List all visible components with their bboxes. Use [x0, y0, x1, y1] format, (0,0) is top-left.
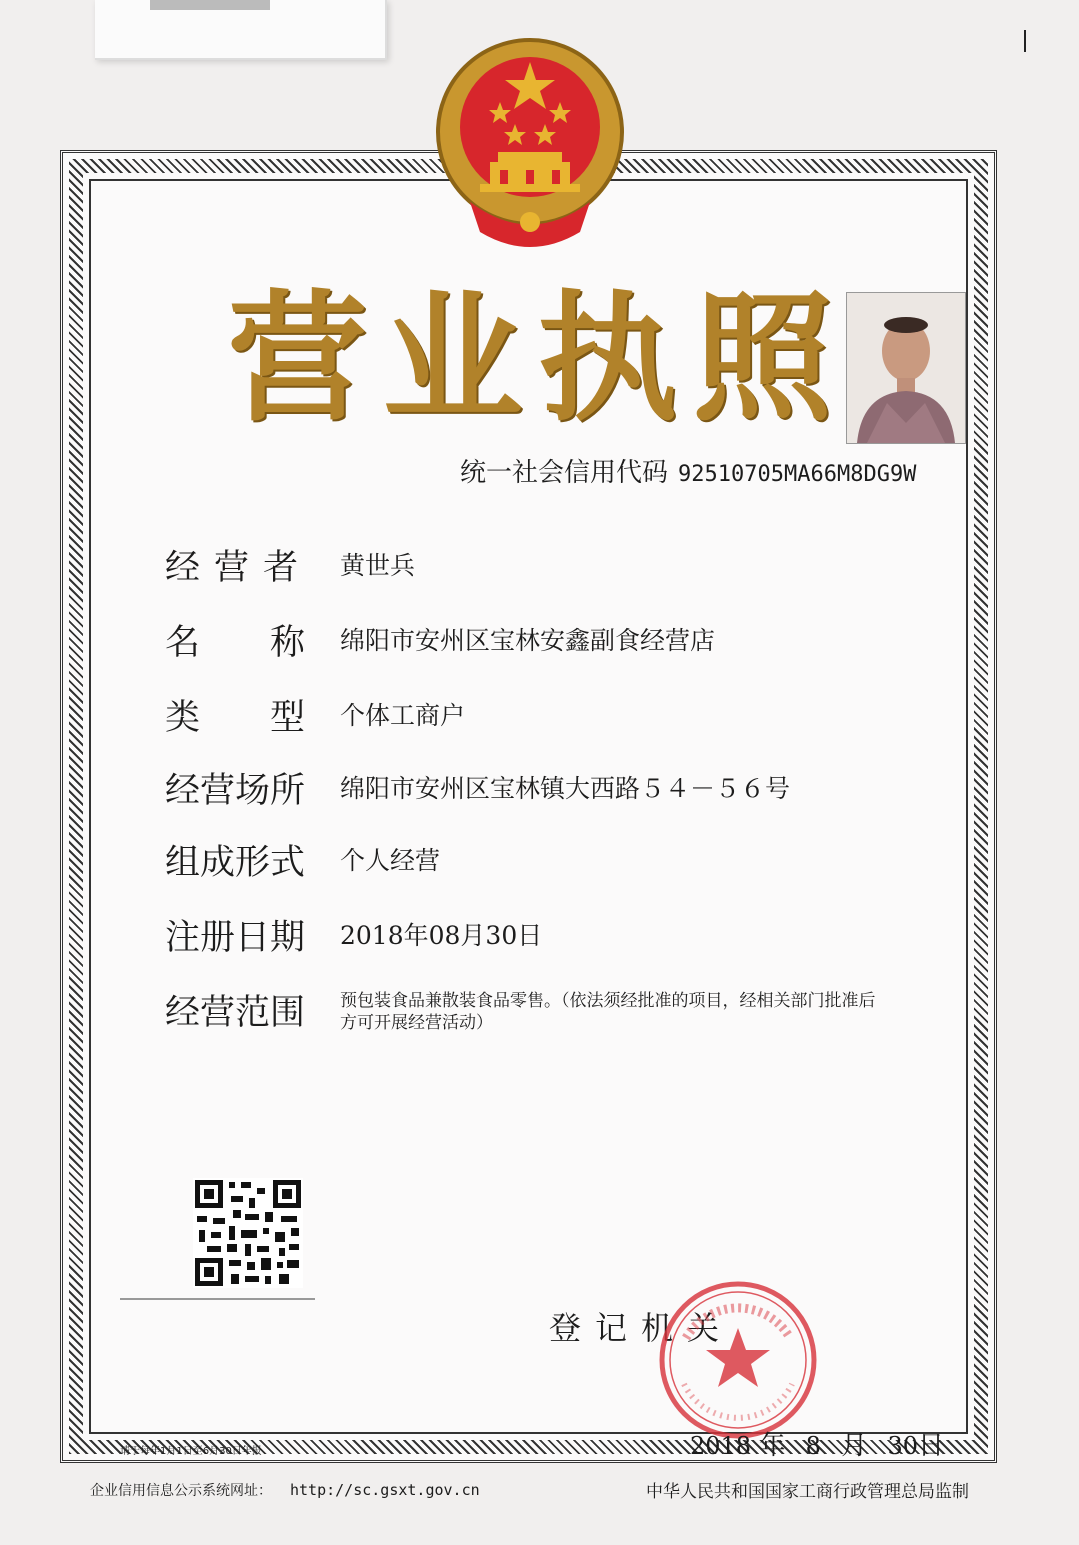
field-scope-value: 预包装食品兼散装食品零售。（依法须经批准的项目，经相关部门批准后方可开展经营活动）: [340, 991, 876, 1033]
field-value: 绵阳市安州区宝林镇大西路５４－５６号: [340, 774, 791, 803]
field-label: 名称: [165, 623, 376, 663]
credit-code-line: [460, 452, 916, 489]
title-char: 执: [537, 276, 678, 441]
field-type: [165, 690, 466, 740]
holder-photo: [846, 292, 966, 444]
footer-site-label: 企业信用信息公示系统网址：: [90, 1483, 272, 1499]
registration-date: [690, 1425, 944, 1462]
field-label: 经营者: [165, 548, 313, 588]
field-label: 注册日期: [165, 918, 306, 958]
field-label: 组成形式: [165, 843, 306, 883]
official-seal: [656, 1278, 820, 1442]
field-value: 2018年08月30日: [340, 921, 543, 950]
title-char: 照: [692, 276, 833, 441]
national-emblem-icon: [430, 32, 630, 252]
field-value: 黄世兵: [340, 551, 416, 580]
field-scope: [165, 985, 315, 1035]
field-premises: [165, 763, 791, 813]
edge-mark: [1024, 30, 1026, 52]
field-operator: [165, 540, 416, 590]
qr-underline: [120, 1298, 315, 1300]
paper-corner: [95, 0, 387, 60]
field-form: [165, 835, 441, 885]
field-value: 绵阳市安州区宝林安鑫副食经营店: [340, 626, 716, 655]
field-label: 经营范围: [165, 993, 306, 1033]
annual-report-note: 请于每年1月1日至6月30日年报: [120, 1446, 262, 1457]
date-month-unit: 月: [841, 1431, 868, 1461]
title-char: 业: [382, 276, 523, 441]
credit-code-label: 统一社会信用代码: [460, 458, 669, 488]
qr-code-icon[interactable]: [193, 1178, 303, 1288]
credit-code-value: 92510705MA66M8DG9W: [678, 462, 917, 487]
date-year: 2018: [690, 1432, 752, 1460]
footer-site: [90, 1480, 480, 1500]
title-char: 营: [227, 276, 368, 441]
footer-site-url[interactable]: http://sc.gsxt.gov.cn: [290, 1481, 480, 1499]
registration-authority-label: 登记机关: [549, 1309, 734, 1347]
field-value: 个人经营: [340, 846, 441, 875]
field-reg-date: [165, 910, 543, 960]
date-day-unit: 日: [918, 1431, 945, 1461]
field-label: 类型: [165, 698, 376, 738]
date-month: 8: [805, 1432, 821, 1460]
field-label: 经营场所: [165, 771, 306, 811]
field-value: 个体工商户: [340, 701, 466, 730]
field-name: [165, 615, 716, 665]
date-day: 30: [887, 1432, 918, 1460]
footer-supervisor: 中华人民共和国国家工商行政管理总局监制: [646, 1482, 969, 1502]
document-title: [225, 272, 835, 441]
date-year-unit: 年: [759, 1431, 786, 1461]
